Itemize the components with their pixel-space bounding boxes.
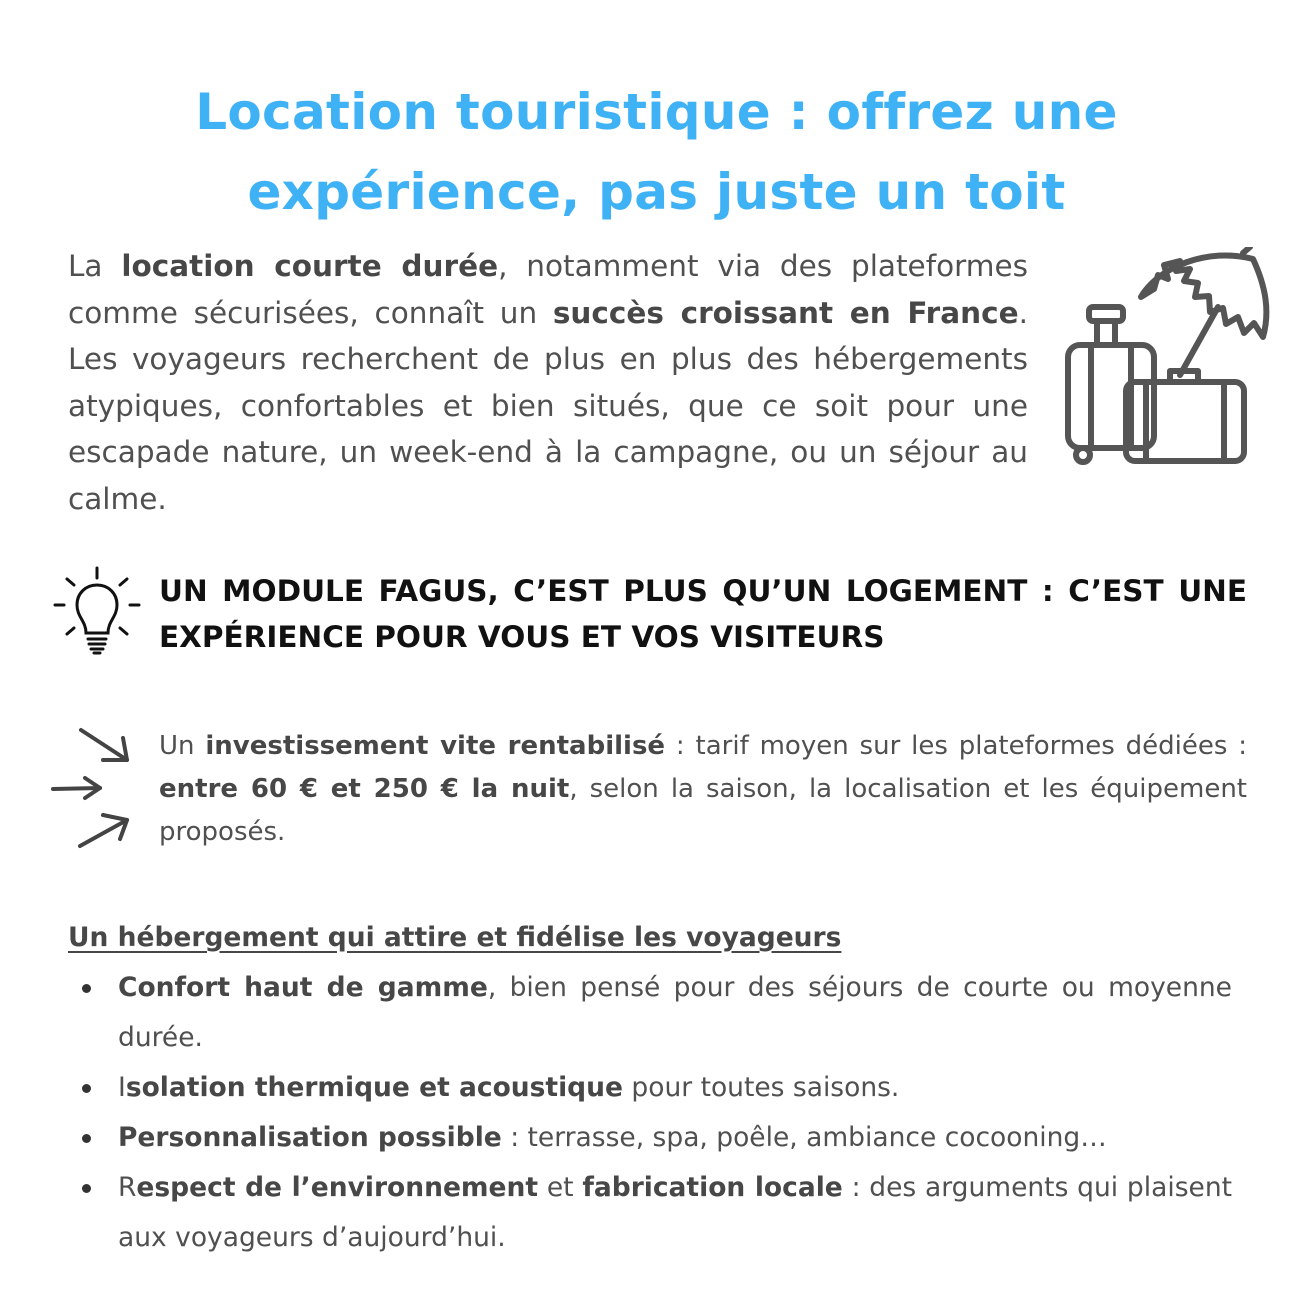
- investment-bold: investissement vite rentabilisé: [205, 731, 666, 761]
- title-line-2: expérience, pas juste un toit: [247, 162, 1066, 221]
- list-item: [118, 1163, 1232, 1263]
- investment-text: , selon la saison, la localisation et les équipement proposés.: [159, 774, 1247, 847]
- list-item: [118, 1063, 1232, 1113]
- list-item: [118, 963, 1232, 1063]
- list-item-bold: fabrication locale: [582, 1172, 843, 1203]
- investment-paragraph: [159, 725, 1247, 854]
- intro-text: La: [68, 249, 122, 283]
- list-item-text: et: [538, 1172, 583, 1203]
- list-item-text: R: [118, 1172, 137, 1203]
- lightbulb-icon: [50, 565, 145, 660]
- list-item-text: , bien pensé pour des séjours de courte ou moyenne durée.: [118, 972, 1232, 1053]
- title-line-1: Location touristique : offrez une: [195, 82, 1118, 141]
- benefits-list: [118, 963, 1232, 1263]
- list-item-bold: Personnalisation possible: [118, 1122, 502, 1153]
- intro-paragraph: [68, 243, 1028, 522]
- intro-text: , notamment via des plateformes comme sécurisées, connaît un: [68, 249, 1028, 330]
- list-item-text: : terrasse, spa, poêle, ambiance cocooning…: [501, 1122, 1107, 1153]
- page-title: [0, 72, 1313, 232]
- intro-bold: location courte durée: [121, 249, 499, 283]
- luggage-umbrella-icon: [1058, 247, 1273, 469]
- list-item-bold: Confort haut de gamme: [118, 972, 488, 1003]
- list-item-bold: espect de l’environnement: [136, 1172, 539, 1203]
- arrows-icon: [45, 722, 140, 854]
- section-heading: Un hébergement qui attire et fidélise les voyageurs: [68, 922, 842, 953]
- list-item-text: pour toutes saisons.: [623, 1072, 900, 1103]
- intro-bold: succès croissant en France: [552, 295, 1019, 330]
- list-item-bold: solation thermique et acoustique: [125, 1072, 623, 1103]
- list-item: [118, 1113, 1232, 1163]
- list-item-text: I: [118, 1072, 126, 1103]
- module-title: UN MODULE FAGUS, C’EST PLUS QU’UN LOGEMENT : C’EST UNE EXPÉRIENCE POUR VOUS ET VOS VISITEURS: [159, 574, 1247, 654]
- list-item-text: : des arguments qui plaisent aux voyageurs d’aujourd’hui.: [118, 1172, 1233, 1253]
- investment-text: Un: [159, 731, 206, 761]
- intro-text: . Les voyageurs recherchent de plus en plus des hébergements atypiques, confortables et bien situés, que ce soit pour une escapade nature, un week-end à la campagne, ou un séjour au calme.: [68, 295, 1028, 516]
- investment-text: : tarif moyen sur les plateformes dédiées :: [665, 731, 1247, 761]
- investment-bold: entre 60 € et 250 € la nuit: [159, 774, 570, 804]
